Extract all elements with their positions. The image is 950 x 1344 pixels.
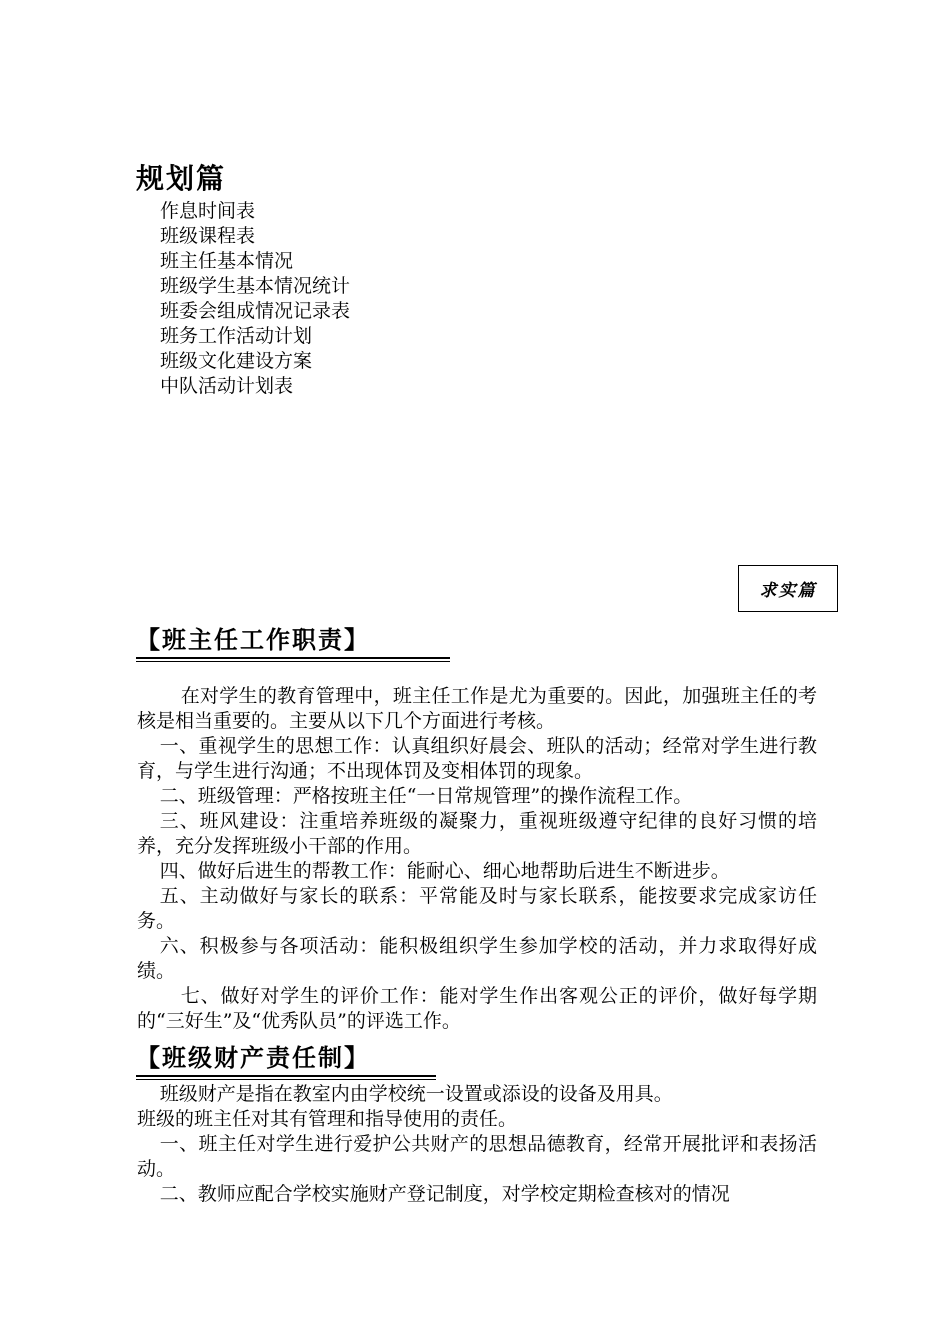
section-heading-class-property: 【班级财产责任制】 — [136, 1038, 436, 1077]
list-item: 班委会组成情况记录表 — [160, 300, 351, 322]
property-text — [137, 1082, 817, 1207]
list-item: 班主任基本情况 — [160, 250, 294, 272]
paragraph: 一、重视学生的思想工作：认真组织好晨会、班队的活动；经常对学生进行教育，与学生进行沟通；不出现体罚及变相体罚的现象。 — [137, 735, 817, 782]
planning-list — [160, 199, 350, 399]
paragraph: 七、做好对学生的评价工作：能对学生作出客观公正的评价，做好每学期的“三好生”及“优秀队员”的评选工作。 — [137, 985, 817, 1032]
section-badge: 求实篇 — [738, 565, 838, 612]
list-item: 中队活动计划表 — [160, 375, 294, 397]
paragraph: 五、主动做好与家长的联系：平常能及时与家长联系，能按要求完成家访任务。 — [137, 885, 817, 932]
paragraph: 班级财产是指在教室内由学校统一设置或添设的设备及用具。 — [159, 1083, 673, 1105]
list-item: 班级课程表 — [160, 225, 256, 247]
paragraph: 一、班主任对学生进行爱护公共财产的思想品德教育，经常开展批评和表扬活动。 — [137, 1133, 817, 1180]
paragraph: 二、班级管理：严格按班主任“一日常规管理”的操作流程工作。 — [159, 785, 693, 807]
list-item: 作息时间表 — [160, 200, 256, 222]
paragraph: 在对学生的教育管理中，班主任工作是尤为重要的。因此，加强班主任的考核是相当重要的。主要从以下几个方面进行考核。 — [137, 685, 817, 732]
paragraph: 二、教师应配合学校实施财产登记制度，对学校定期检查核对的情况 — [159, 1183, 730, 1205]
paragraph: 四、做好后进生的帮教工作：能耐心、细心地帮助后进生不断进步。 — [159, 860, 730, 882]
list-item: 班务工作活动计划 — [160, 325, 313, 347]
paragraph: 六、积极参与各项活动：能积极组织学生参加学校的活动，并力求取得好成绩。 — [137, 935, 817, 982]
list-item: 班级文化建设方案 — [160, 350, 313, 372]
section-heading-head-teacher-duties: 【班主任工作职责】 — [136, 620, 450, 659]
paragraph: 班级的班主任对其有管理和指导使用的责任。 — [137, 1108, 518, 1130]
duties-text — [137, 684, 817, 1034]
planning-title: 规划篇 — [136, 162, 227, 195]
list-item: 班级学生基本情况统计 — [160, 275, 351, 297]
paragraph: 三、班风建设：注重培养班级的凝聚力，重视班级遵守纪律的良好习惯的培养，充分发挥班级小干部的作用。 — [137, 810, 817, 857]
